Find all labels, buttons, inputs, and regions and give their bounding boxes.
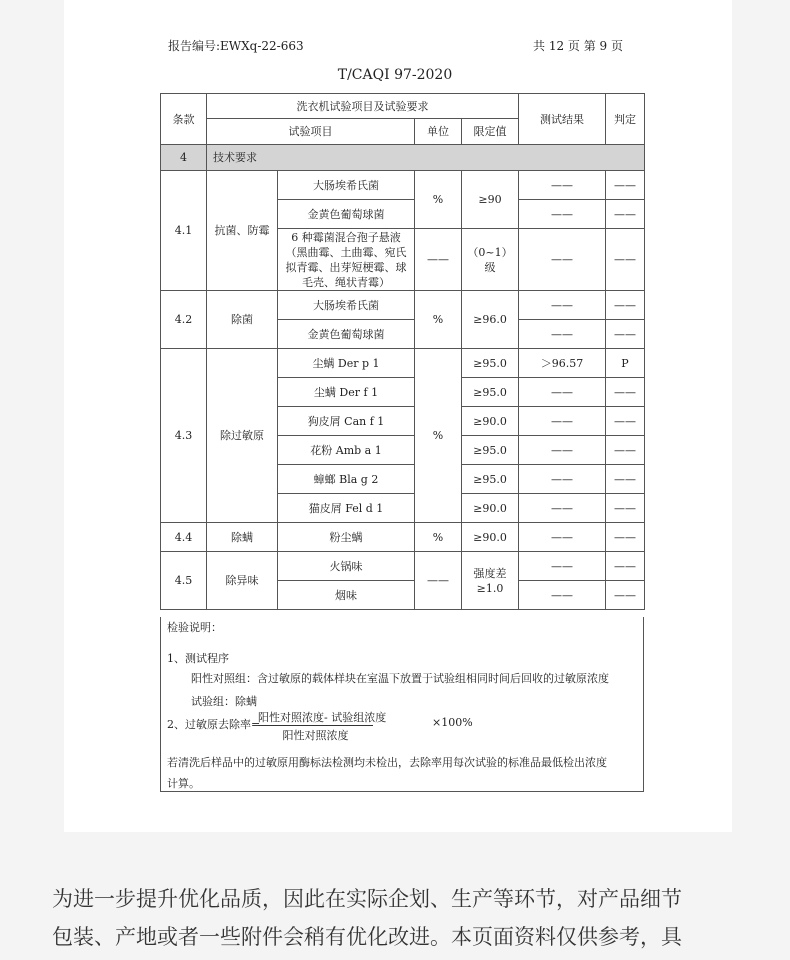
col-group: 洗衣机试验项目及试验要求	[207, 94, 519, 119]
judge: P	[606, 349, 645, 378]
result: ——	[519, 200, 606, 229]
page-info: 共 12 页 第 9 页	[533, 39, 623, 53]
clause-no: 4.5	[161, 552, 207, 610]
result: ——	[519, 171, 606, 200]
judge: ——	[606, 407, 645, 436]
result: ＞96.57	[519, 349, 606, 378]
clause-no: 4.3	[161, 349, 207, 523]
clause-name: 除螨	[207, 523, 278, 552]
notes-p1-b: 试验组：除螨	[191, 695, 257, 708]
result: ——	[519, 552, 606, 581]
limit: ≥95.0	[462, 465, 519, 494]
limit: ≥90.0	[462, 494, 519, 523]
result: ——	[519, 581, 606, 610]
test-item: 尘螨 Der p 1	[278, 349, 415, 378]
table-row	[161, 349, 645, 378]
test-table	[160, 93, 645, 610]
judge: ——	[606, 320, 645, 349]
col-test-item: 试验项目	[207, 119, 415, 145]
col-result: 测试结果	[519, 94, 606, 145]
test-item: 粉尘螨	[278, 523, 415, 552]
result: ——	[519, 465, 606, 494]
clause-no: 4.2	[161, 291, 207, 349]
judge: ——	[606, 291, 645, 320]
limit: ≥95.0	[462, 349, 519, 378]
test-item: 猫皮屑 Fel d 1	[278, 494, 415, 523]
notes-p2-prefix: 2、过敏原去除率=	[167, 718, 261, 731]
formula-denominator: 阳性对照浓度	[282, 729, 349, 742]
clause-name: 除菌	[207, 291, 278, 349]
notes-p1: 1、测试程序	[167, 652, 229, 665]
report-number: 报告编号:EWXq-22-663	[168, 39, 304, 53]
clause-name: 抗菌、防霉	[207, 171, 278, 291]
test-item: 花粉 Amb a 1	[278, 436, 415, 465]
col-limit: 限定值	[462, 119, 519, 145]
test-item: 6 种霉菌混合孢子悬液（黑曲霉、土曲霉、宛氏拟青霉、出芽短梗霉、球毛壳、绳状青霉）	[278, 229, 415, 291]
judge: ——	[606, 523, 645, 552]
result: ——	[519, 320, 606, 349]
clause-no: 4.1	[161, 171, 207, 291]
result: ——	[519, 436, 606, 465]
limit: ≥95.0	[462, 378, 519, 407]
judge: ——	[606, 581, 645, 610]
notes-title: 检验说明：	[167, 621, 222, 634]
limit: 强度差≥1.0	[462, 552, 519, 610]
test-item: 尘螨 Der f 1	[278, 378, 415, 407]
unit: ——	[415, 552, 462, 610]
notes-p1-a: 阳性对照组：含过敏原的载体样块在室温下放置于试验组相同时间后回收的过敏原浓度	[191, 672, 609, 685]
result: ——	[519, 494, 606, 523]
test-item: 金黄色葡萄球菌	[278, 200, 415, 229]
section-title: 技术要求	[207, 145, 645, 171]
test-item: 大肠埃希氏菌	[278, 171, 415, 200]
disclaimer-text	[52, 880, 752, 956]
section-no: 4	[161, 145, 207, 171]
disclaimer-line-2: 包装、产地或者一些附件会稍有优化改进。本页面资料仅供参考，具	[52, 925, 682, 949]
result: ——	[519, 407, 606, 436]
standard-title: T/CAQI 97-2020	[337, 67, 453, 83]
notes-p3-line1: 若清洗后样品中的过敏原用酶标法检测均未检出，去除率用每次试验的标准品最低检出浓度	[167, 756, 607, 769]
limit: ≥96.0	[462, 291, 519, 349]
limit: ≥90.0	[462, 407, 519, 436]
judge: ——	[606, 465, 645, 494]
col-judge: 判定	[606, 94, 645, 145]
result: ——	[519, 291, 606, 320]
judge: ——	[606, 171, 645, 200]
limit: ≥90.0	[462, 523, 519, 552]
result: ——	[519, 378, 606, 407]
test-item: 烟味	[278, 581, 415, 610]
clause-name: 除异味	[207, 552, 278, 610]
result: ——	[519, 229, 606, 291]
judge: ——	[606, 229, 645, 291]
judge: ——	[606, 200, 645, 229]
test-item: 金黄色葡萄球菌	[278, 320, 415, 349]
judge: ——	[606, 494, 645, 523]
section-row	[161, 145, 645, 171]
limit: ≥95.0	[462, 436, 519, 465]
unit: %	[415, 291, 462, 349]
table-row	[161, 552, 645, 581]
disclaimer-line-1: 为进一步提升优化品质，因此在实际企划、生产等环节，对产品细节	[52, 887, 682, 911]
notes-p2-suffix: ×100%	[432, 716, 473, 729]
unit: %	[415, 349, 462, 523]
inspection-notes	[160, 617, 644, 792]
limit: （0~1）级	[462, 229, 519, 291]
judge: ——	[606, 436, 645, 465]
unit: %	[415, 171, 462, 229]
header-row	[161, 94, 645, 119]
formula-bar	[258, 725, 373, 726]
table-row	[161, 523, 645, 552]
judge: ——	[606, 378, 645, 407]
unit: %	[415, 523, 462, 552]
test-item: 蟑螂 Bla g 2	[278, 465, 415, 494]
test-item: 狗皮屑 Can f 1	[278, 407, 415, 436]
notes-p3-line2: 计算。	[167, 777, 200, 790]
formula-numerator: 阳性对照浓度- 试验组浓度	[258, 711, 387, 724]
unit: ——	[415, 229, 462, 291]
limit: ≥90	[462, 171, 519, 229]
judge: ——	[606, 552, 645, 581]
clause-name: 除过敏原	[207, 349, 278, 523]
col-unit: 单位	[415, 119, 462, 145]
test-item: 大肠埃希氏菌	[278, 291, 415, 320]
test-item: 火锅味	[278, 552, 415, 581]
result: ——	[519, 523, 606, 552]
table-row	[161, 291, 645, 320]
table-row	[161, 171, 645, 200]
clause-no: 4.4	[161, 523, 207, 552]
col-item-no: 条款	[161, 94, 207, 145]
